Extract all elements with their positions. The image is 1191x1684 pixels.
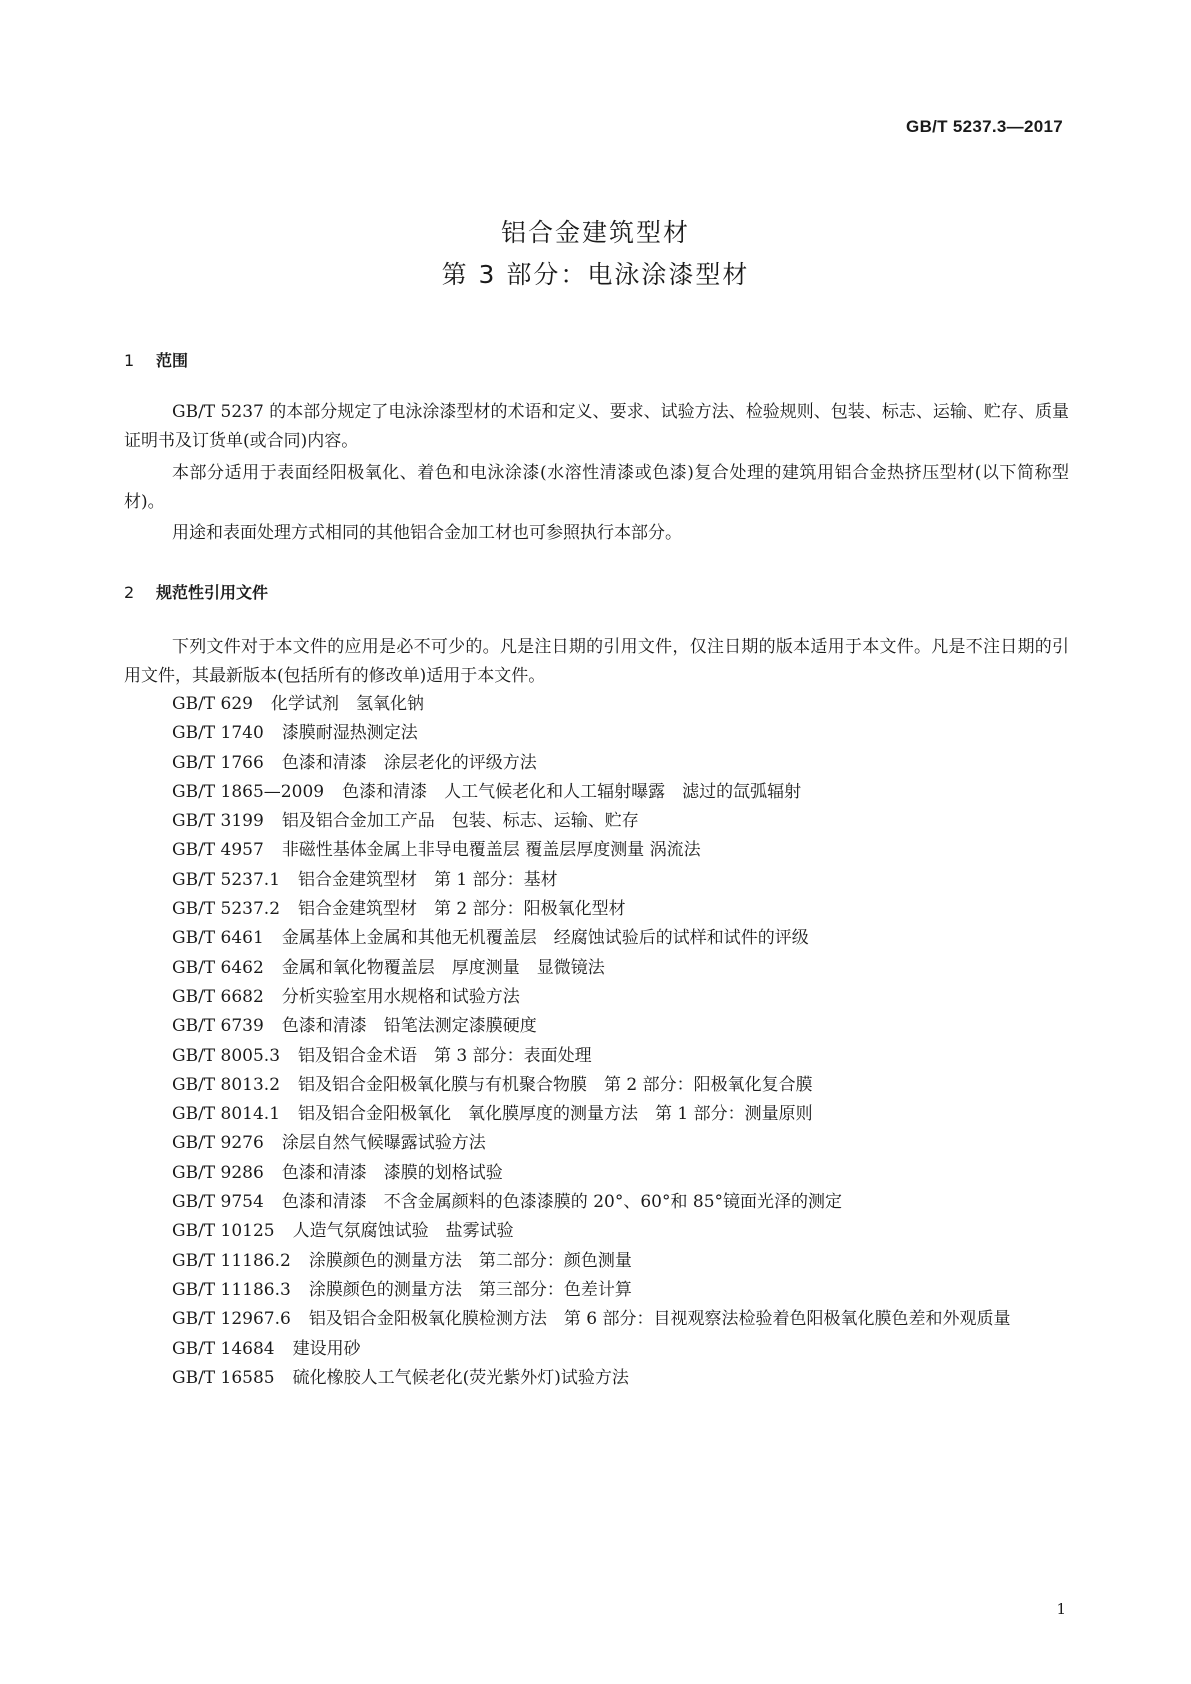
section-number: 2 xyxy=(124,583,135,602)
reference-title: 铝及铝合金加工产品 包装、标志、运输、贮存 xyxy=(281,811,639,832)
reference-item xyxy=(124,1129,1069,1158)
reference-item xyxy=(124,954,1069,983)
reference-item xyxy=(124,1247,1069,1276)
reference-code: GB/T 9754 xyxy=(172,1192,264,1213)
section-2-heading xyxy=(124,580,268,603)
reference-item xyxy=(124,836,1069,865)
reference-code: GB/T 6739 xyxy=(172,1016,264,1037)
reference-item xyxy=(124,1071,1069,1100)
reference-item xyxy=(124,895,1069,924)
reference-title: 非磁性基体金属上非导电覆盖层 覆盖层厚度测量 涡流法 xyxy=(281,840,701,861)
reference-item xyxy=(124,1188,1069,1217)
reference-item xyxy=(124,807,1069,836)
reference-item xyxy=(124,1364,1069,1393)
reference-item xyxy=(124,1100,1069,1129)
standard-code: GB/T 5237.3—2017 xyxy=(906,117,1063,136)
reference-code: GB/T 5237.2 xyxy=(172,899,281,920)
document-title: 铝合金建筑型材 xyxy=(500,218,690,247)
page-number: 1 xyxy=(1056,1600,1066,1618)
reference-title: 化学试剂 氢氧化钠 xyxy=(271,694,424,714)
reference-code: GB/T 3199 xyxy=(172,811,264,832)
reference-item xyxy=(124,1305,1069,1334)
reference-code: GB/T 8013.2 xyxy=(172,1074,281,1095)
reference-title: 色漆和清漆 不含金属颜料的色漆漆膜的 20°、60°和 85°镜面光泽的测定 xyxy=(281,1192,843,1213)
reference-title: 建设用砂 xyxy=(292,1338,361,1359)
paragraph: GB/T 5237 的本部分规定了电泳涂漆型材的术语和定义、要求、试验方法、检验规则、包装、标志、运输、贮存、质量证明书及订货单(或合同)内容。 xyxy=(124,402,1069,451)
reference-code: GB/T 8014.1 xyxy=(172,1104,281,1125)
reference-code: GB/T 629 xyxy=(172,694,253,714)
reference-code: GB/T 4957 xyxy=(172,840,264,861)
reference-title: 铝及铝合金阳极氧化膜与有机聚合物膜 第 2 部分：阳极氧化复合膜 xyxy=(298,1074,813,1095)
reference-list xyxy=(124,690,1069,1393)
reference-code: GB/T 9276 xyxy=(172,1133,264,1154)
paragraph: 下列文件对于本文件的应用是必不可少的。凡是注日期的引用文件，仅注日期的版本适用于本文件。凡是不注日期的引用文件，其最新版本(包括所有的修改单)适用于本文件。 xyxy=(124,637,1069,686)
reference-item xyxy=(124,924,1069,953)
reference-code: GB/T 1766 xyxy=(172,752,264,773)
reference-title: 硫化橡胶人工气候老化(荧光紫外灯)试验方法 xyxy=(292,1367,629,1388)
reference-title: 漆膜耐湿热测定法 xyxy=(281,723,418,744)
reference-item xyxy=(124,983,1069,1012)
reference-title: 色漆和清漆 人工气候老化和人工辐射曝露 滤过的氙弧辐射 xyxy=(342,781,802,802)
reference-code: GB/T 11186.2 xyxy=(172,1250,291,1271)
reference-title: 金属基体上金属和其他无机覆盖层 经腐蚀试验后的试样和试件的评级 xyxy=(281,928,809,949)
reference-title: 色漆和清漆 铅笔法测定漆膜硬度 xyxy=(281,1016,537,1037)
reference-title: 铝及铝合金阳极氧化 氧化膜厚度的测量方法 第 1 部分：测量原则 xyxy=(298,1104,813,1125)
reference-code: GB/T 8005.3 xyxy=(172,1045,281,1066)
section-number: 1 xyxy=(124,351,135,370)
reference-code: GB/T 10125 xyxy=(172,1221,275,1242)
reference-title: 色漆和清漆 涂层老化的评级方法 xyxy=(281,752,537,773)
reference-code: GB/T 5237.1 xyxy=(172,869,281,890)
reference-title: 人造气氛腐蚀试验 盐雾试验 xyxy=(292,1221,514,1242)
reference-title: 金属和氧化物覆盖层 厚度测量 显微镜法 xyxy=(281,957,605,978)
reference-item xyxy=(124,1217,1069,1246)
reference-code: GB/T 6682 xyxy=(172,986,264,1007)
document-subtitle: 第 3 部分：电泳涂漆型材 xyxy=(441,260,750,289)
reference-code: GB/T 6461 xyxy=(172,928,264,949)
reference-item xyxy=(124,1276,1069,1305)
reference-item xyxy=(124,1012,1069,1041)
reference-code: GB/T 6462 xyxy=(172,957,264,978)
reference-code: GB/T 12967.6 xyxy=(172,1309,291,1330)
paragraph: 本部分适用于表面经阳极氧化、着色和电泳涂漆(水溶性清漆或色漆)复合处理的建筑用铝合金热挤压型材(以下简称型材)。 xyxy=(124,463,1069,512)
reference-title: 涂膜颜色的测量方法 第二部分：颜色测量 xyxy=(308,1250,632,1271)
reference-item xyxy=(124,778,1069,807)
reference-title: 涂膜颜色的测量方法 第三部分：色差计算 xyxy=(308,1279,632,1300)
reference-title: 铝合金建筑型材 第 2 部分：阳极氧化型材 xyxy=(298,899,626,920)
reference-item xyxy=(124,719,1069,748)
reference-item xyxy=(124,1335,1069,1364)
paragraph: 用途和表面处理方式相同的其他铝合金加工材也可参照执行本部分。 xyxy=(172,523,682,543)
reference-title: 分析实验室用水规格和试验方法 xyxy=(281,986,520,1007)
section-1-heading xyxy=(124,348,188,371)
reference-title: 色漆和清漆 漆膜的划格试验 xyxy=(281,1162,503,1183)
reference-code: GB/T 9286 xyxy=(172,1162,264,1183)
reference-title: 铝合金建筑型材 第 1 部分：基材 xyxy=(298,869,558,890)
reference-item xyxy=(124,866,1069,895)
reference-item xyxy=(124,749,1069,778)
reference-code: GB/T 1865—2009 xyxy=(172,781,325,802)
reference-code: GB/T 16585 xyxy=(172,1367,275,1388)
section-title: 范围 xyxy=(156,351,189,370)
reference-title: 涂层自然气候曝露试验方法 xyxy=(281,1133,486,1154)
reference-item xyxy=(124,1159,1069,1188)
reference-title: 铝及铝合金阳极氧化膜检测方法 第 6 部分：目视观察法检验着色阳极氧化膜色差和外观质量 xyxy=(308,1309,1011,1330)
reference-code: GB/T 1740 xyxy=(172,723,264,744)
reference-title: 铝及铝合金术语 第 3 部分：表面处理 xyxy=(298,1045,592,1066)
section-title: 规范性引用文件 xyxy=(156,583,269,602)
reference-item xyxy=(124,690,1069,719)
reference-item xyxy=(124,1042,1069,1071)
reference-code: GB/T 11186.3 xyxy=(172,1279,291,1300)
reference-code: GB/T 14684 xyxy=(172,1338,275,1359)
